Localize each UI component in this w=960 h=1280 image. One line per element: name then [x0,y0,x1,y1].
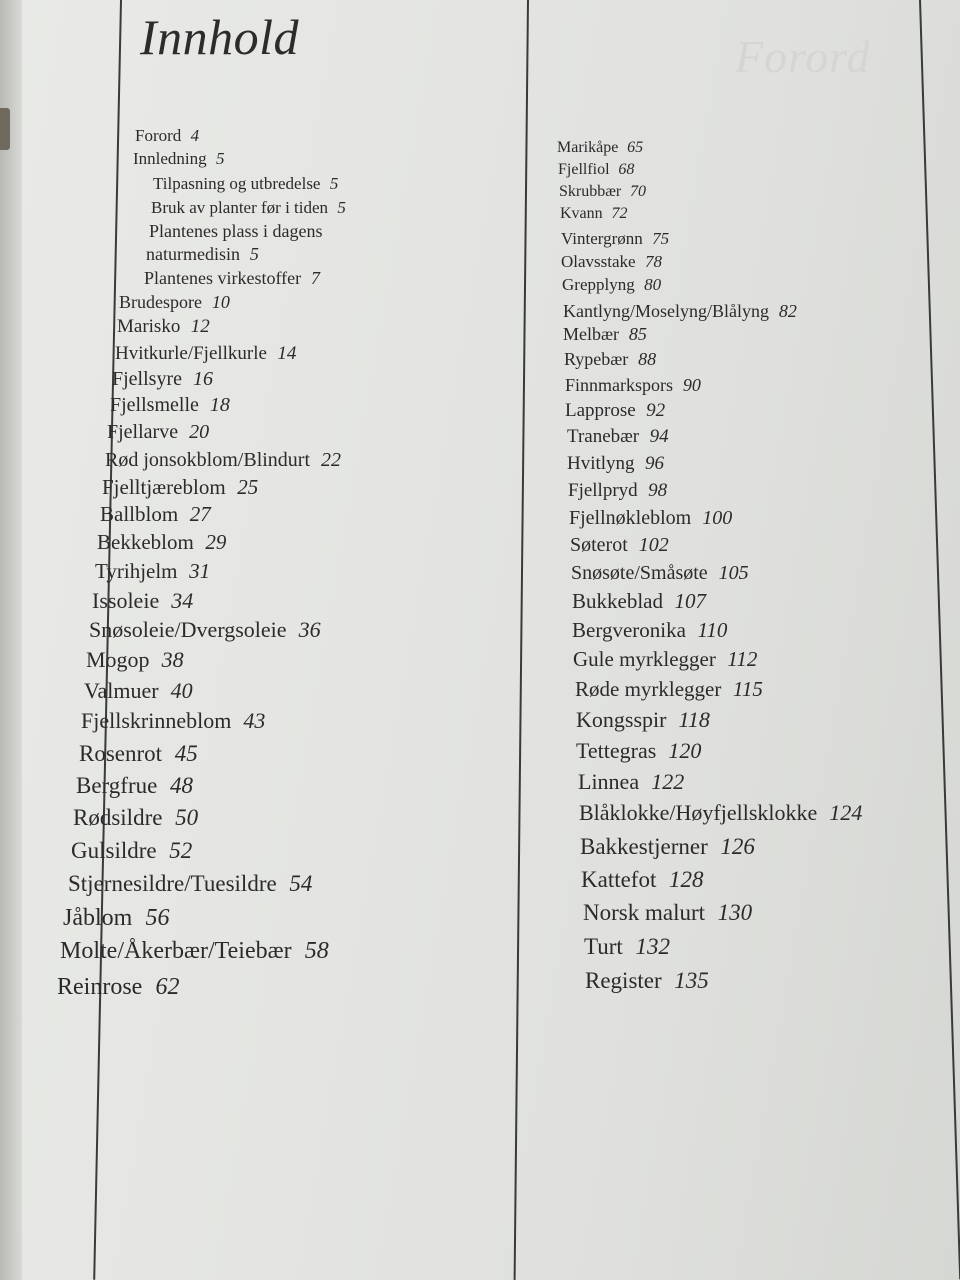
toc-entry [575,679,763,700]
toc-entry [151,199,346,216]
toc-entry [561,253,662,270]
toc-entry-page-number: 72 [611,205,628,222]
toc-entry [115,344,296,363]
toc-entry [63,906,170,930]
toc-entry-page-number: 43 [243,708,266,733]
toc-entry [580,835,755,858]
toc-entry-page-number: 118 [678,707,710,732]
toc-entry [84,680,193,702]
toc-entry-page-number: 65 [627,139,644,156]
toc-entry-title: Hvitlyng [567,453,635,474]
toc-entry-page-number: 75 [652,229,670,248]
toc-entry [576,740,701,762]
toc-entry-page-number: 78 [644,252,662,271]
toc-entry-title: Plantenes plass i dagens [149,221,323,241]
toc-entry-title: Norsk malurt [583,900,706,925]
toc-entry-page-number: 122 [651,769,685,794]
toc-entry-title: Tyrihjelm [95,559,178,583]
toc-entry-title: Tettegras [576,738,657,763]
toc-entry [564,350,656,368]
toc-entry [71,839,192,862]
toc-entry [112,369,213,389]
toc-entry-title: Gulsildre [71,838,157,863]
toc-entry-page-number: 10 [211,292,230,312]
toc-entry-title: Ballblom [100,502,179,526]
toc-entry-page-number: 92 [646,400,666,421]
toc-entry-title: Skrubbær [559,183,622,200]
toc-entry-title: Molte/Åkerbær/Teiebær [60,938,292,964]
toc-entry-page-number: 98 [648,480,668,501]
toc-entry-page-number: 5 [216,149,225,168]
spine-bookmark [0,108,10,150]
toc-entry-title: Rosenrot [79,741,163,766]
toc-entry-title: Grepplyng [562,275,635,294]
book-spine-shadow [0,0,22,1280]
toc-entry-page-number: 29 [205,530,227,554]
toc-entry-page-number: 90 [682,375,701,395]
toc-entry [562,276,661,293]
right-page-edge-rule [919,0,960,1279]
toc-entry [73,806,198,829]
toc-entry-title: Bruk av planter før i tiden [151,198,329,217]
toc-entry [105,450,341,470]
toc-entry [563,325,647,343]
toc-entry-title: Kvann [560,205,603,222]
toc-entry-title: Snøsoleie/Dvergsoleie [89,617,287,642]
toc-entry-title: Mogop [86,647,150,672]
toc-entry-page-number: 34 [171,588,194,613]
toc-entry [565,376,701,394]
toc-entry [573,649,757,670]
toc-entry [559,184,646,200]
toc-entry-page-number: 135 [674,968,709,993]
toc-entry-title: Valmuer [84,678,159,703]
toc-entry [149,222,322,240]
toc-entry [558,162,634,178]
toc-entry [92,590,193,612]
toc-entry-title: Fjellarve [107,421,179,443]
toc-entry-page-number: 20 [189,421,210,443]
toc-entry-title: Hvitkurle/Fjellkurle [115,343,267,364]
toc-entry-page-number: 16 [193,368,213,390]
toc-entry-page-number: 4 [190,126,200,145]
toc-entry [572,591,706,612]
toc-entry [97,532,226,553]
toc-entry-title: Issoleie [92,588,160,613]
toc-entry-page-number: 7 [311,268,321,288]
toc-entry-title: Finnmarkspors [565,375,673,395]
toc-entry-page-number: 36 [298,617,321,642]
toc-entry-title: Fjellskrinneblom [81,708,232,733]
page-gutter-rule [514,0,529,1280]
toc-entry-title: Rødsildre [73,805,163,830]
toc-entry-page-number: 110 [697,618,728,642]
toc-entry [144,269,320,287]
toc-entry-page-number: 102 [638,534,669,556]
toc-entry-title: Bukkeblad [572,589,663,613]
toc-entry-title: Vintergrønn [561,229,643,248]
toc-entry-title: Fjellsmelle [110,394,199,416]
toc-entry-page-number: 100 [702,507,733,529]
facing-page-ghost-title: Forord [735,31,871,82]
toc-entry [153,175,338,192]
toc-entry-title: Kantlyng/Moselyng/Blålyng [563,301,769,321]
toc-entry [68,872,312,895]
page-title: Innhold [140,9,300,65]
toc-entry-page-number: 68 [618,161,635,178]
toc-entry-page-number: 14 [277,343,297,364]
toc-entry-title: Bakkestjerner [580,834,708,859]
toc-entry-page-number: 18 [209,394,230,416]
toc-entry-title: Stjernesildre/Tuesildre [68,871,277,896]
toc-entry [567,454,664,473]
toc-entry-page-number: 62 [155,974,180,1000]
toc-entry-title: Gule myrklegger [573,647,716,671]
toc-entry-title: naturmedisin [146,244,240,264]
toc-entry-page-number: 94 [649,426,669,447]
toc-entry-title: Fjelltjæreblom [102,475,226,499]
toc-entry-page-number: 112 [727,647,758,671]
toc-entry-title: Tranebær [567,426,640,447]
toc-entry-page-number: 107 [674,589,707,613]
toc-entry [79,742,198,765]
toc-entry-page-number: 70 [630,183,647,200]
toc-entry-page-number: 88 [638,349,657,369]
toc-entry-page-number: 54 [289,871,313,896]
toc-entry-page-number: 130 [717,900,753,925]
toc-entry-page-number: 25 [237,475,259,499]
toc-entry [110,395,230,415]
toc-entry [60,939,329,963]
toc-entry-title: Kattefot [581,867,657,892]
toc-entry-page-number: 45 [174,741,198,766]
toc-entry [135,127,199,144]
toc-entry-title: Melbær [563,324,619,344]
toc-entry [119,293,230,311]
toc-entry-title: Forord [135,126,182,145]
toc-entry [572,620,727,641]
toc-entry-page-number: 5 [337,198,346,217]
toc-entry-title: Fjellsyre [112,368,182,390]
toc-entry-title: Rød jonsokblom/Blindurt [105,449,311,471]
toc-entry-title: Lapprose [565,400,636,421]
toc-entry-title: Reinrose [57,974,143,1000]
toc-entry [146,245,259,263]
toc-entry-title: Tilpasning og utbredelse [153,174,321,193]
toc-entry-page-number: 96 [645,453,664,474]
toc-entry-page-number: 128 [669,867,704,892]
toc-entry-page-number: 80 [644,275,662,294]
toc-entry [117,317,210,336]
toc-entry [569,508,732,528]
toc-entry-title: Bergveronika [572,618,686,642]
toc-entry [560,206,627,222]
toc-entry [565,401,665,420]
toc-entry-title: Marikåpe [557,139,619,156]
toc-entry [568,481,667,500]
toc-entry-title: Innledning [133,149,207,168]
toc-entry-page-number: 132 [635,934,670,959]
toc-entry [76,774,193,797]
toc-entry [585,969,709,992]
toc-entry [571,563,749,583]
toc-entry [561,230,669,247]
toc-entry-page-number: 12 [190,316,210,337]
toc-entry-page-number: 85 [628,324,647,344]
toc-entry-title: Rypebær [564,349,629,369]
toc-entry-page-number: 120 [668,738,702,763]
toc-entry [584,935,670,958]
toc-entry-title: Snøsøte/Småsøte [571,562,708,584]
toc-entry [576,709,710,731]
toc-entry [57,975,180,999]
toc-entry [133,150,225,167]
toc-entry [579,802,862,824]
toc-entry [557,140,643,156]
toc-entry-page-number: 105 [718,562,749,584]
toc-entry [578,771,684,793]
toc-entry-page-number: 124 [829,800,863,825]
toc-entry-page-number: 50 [175,805,199,830]
toc-entry-title: Linnea [578,769,640,794]
toc-entry-page-number: 31 [189,559,211,583]
toc-entry [107,422,209,442]
toc-entry-page-number: 48 [169,773,193,798]
toc-entry-page-number: 22 [321,449,342,471]
toc-entry-page-number: 56 [145,905,170,931]
toc-entry-title: Plantenes virkestoffer [144,268,302,288]
toc-entry [95,561,210,582]
toc-entry [583,901,752,924]
toc-entry [570,535,669,555]
toc-entry [563,302,797,320]
toc-entry-page-number: 5 [249,244,259,264]
toc-entry-title: Brudespore [119,292,202,312]
toc-entry [81,710,265,732]
toc-entry-title: Olavsstake [561,252,636,271]
toc-entry-title: Bergfrue [76,773,158,798]
toc-entry [86,649,184,671]
toc-entry-title: Fjellpryd [568,480,638,501]
toc-entry [102,477,258,498]
toc-entry [100,504,211,525]
toc-entry-title: Turt [584,934,623,959]
toc-entry-page-number: 27 [189,502,211,526]
toc-entry-title: Blåklokke/Høyfjellsklokke [579,800,818,825]
toc-entry [567,427,669,446]
toc-entry [89,619,321,641]
toc-entry [581,868,704,891]
toc-entry-page-number: 115 [732,677,763,701]
toc-entry-page-number: 38 [161,647,184,672]
toc-entry-title: Fjellnøkleblom [569,507,692,529]
toc-entry-title: Søterot [570,534,628,556]
toc-entry-page-number: 82 [778,301,797,321]
toc-entry-page-number: 5 [329,174,339,193]
toc-entry-page-number: 52 [169,838,193,863]
toc-entry-title: Kongsspir [576,707,667,732]
toc-entry-page-number: 126 [720,834,755,859]
toc-entry-title: Register [585,968,662,993]
toc-entry-title: Bekkeblom [97,530,194,554]
toc-entry-title: Fjellfiol [558,161,610,178]
toc-entry-page-number: 58 [304,938,329,964]
toc-entry-title: Røde myrklegger [575,677,722,701]
toc-entry-page-number: 40 [170,678,193,703]
toc-entry-title: Jåblom [63,905,133,931]
toc-entry-title: Marisko [117,316,181,337]
